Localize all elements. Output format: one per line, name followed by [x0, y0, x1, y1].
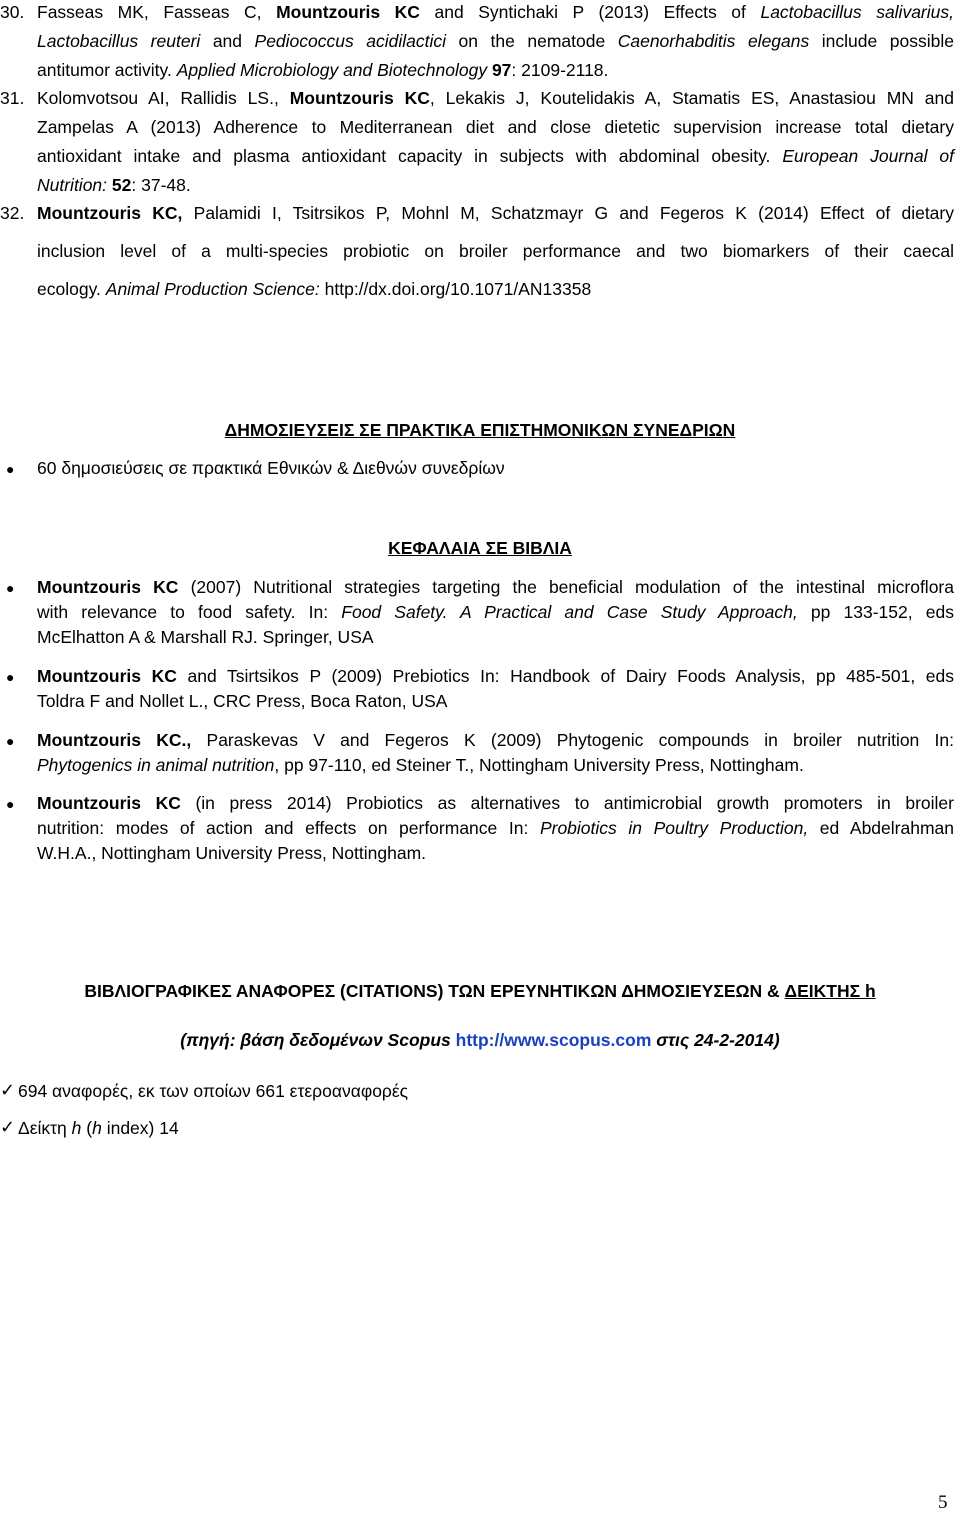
- ref-30-species: Pediococcus acidilactici: [254, 31, 447, 51]
- ref-31-text: antioxidant intake and plasma antioxidant capacity in subjects with abdominal obesity.: [37, 146, 771, 166]
- chapters-heading: [0, 540, 960, 558]
- chapter-3-book-title: Phytogenics in animal nutrition: [37, 755, 275, 775]
- bullet-icon: ●: [6, 796, 15, 812]
- checkmark-icon: ✓: [0, 1117, 16, 1137]
- citations-source-text: (πηγή: βάση δεδομένων Scopus: [180, 1030, 451, 1050]
- chapter-4-text: (in press 2014) Probiotics as alternatives to antimicrobial growth promoters in broiler: [195, 793, 954, 813]
- citations-source: [0, 1032, 960, 1050]
- bullet-icon: ●: [6, 461, 15, 477]
- proceedings-heading-text: ΔΗΜΟΣΙΕΥΣΕΙΣ ΣΕ ΠΡΑΚΤΙΚΑ ΕΠΙΣΤΗΜΟΝΙΚΩΝ ΣΥΝΕΔΡΙΩΝ: [224, 420, 736, 440]
- chapter-4-text: ed Abdelrahman: [819, 818, 954, 838]
- chapter-1-line-1: [37, 579, 954, 597]
- ref-31-number: 31.: [0, 88, 25, 108]
- ref-31-text: , Lekakis J, Koutelidakis A, Stamatis ES, Anastasiou MN and: [429, 88, 954, 108]
- ref-32-text: Palamidi I, Tsitrsikos P, Mohnl M, Schatzmayr G and Fegeros K (2014) Effect of dietary: [193, 203, 954, 223]
- ref-31-line-4: [37, 177, 191, 195]
- ref-31-line-2: Zampelas A (2013) Adherence to Mediterranean diet and close dietetic supervision increase total dietary: [37, 117, 954, 137]
- ref-30-text: include possible: [821, 31, 954, 51]
- ref-30-line-3: [37, 62, 608, 80]
- ref-32-line-1: [37, 205, 954, 223]
- ref-31-journal: European Journal of: [782, 146, 954, 166]
- chapter-1-text: with relevance to food safety. In:: [37, 602, 329, 622]
- checkmark-icon: ✓: [0, 1080, 16, 1100]
- ref-32-line-2: inclusion level of a multi-species probiotic on broiler performance and two biomarkers of their caecal: [37, 241, 954, 261]
- ref-30-text: and Syntichaki P (2013) Effects of: [434, 2, 746, 22]
- citations-heading-text: ΒΙΒΛΙΟΓΡΑΦΙΚΕΣ ΑΝΑΦΟΡΕΣ (CITATIONS) ΤΩΝ ΕΡΕΥΝΗΤΙΚΩΝ ΔΗΜΟΣΙΕΥΣΕΩΝ &: [84, 981, 780, 1001]
- scopus-link[interactable]: http://www.scopus.com: [455, 1030, 652, 1050]
- chapter-4-line-1: [37, 795, 954, 813]
- ref-30-highlight-author: Mountzouris KC: [276, 2, 420, 22]
- ref-31-highlight-author: Mountzouris KC: [289, 88, 430, 108]
- ref-31-authors: Kolomvotsou AI, Rallidis LS.,: [37, 88, 279, 108]
- ref-31-line-3: [37, 148, 954, 166]
- chapter-4-text: nutrition: modes of action and effects on performance In:: [37, 818, 529, 838]
- chapter-1-line-3: McElhatton A & Marshall RJ. Springer, USA: [37, 627, 374, 647]
- ref-32-highlight-author: Mountzouris KC,: [37, 203, 183, 223]
- ref-31-volume: 52: [111, 175, 132, 195]
- ref-30-text: antitumor activity.: [37, 60, 172, 80]
- ref-31-line-1: [37, 90, 954, 108]
- chapter-3-author: Mountzouris KC.,: [37, 730, 192, 750]
- chapter-2-author: Mountzouris KC: [37, 666, 177, 686]
- ref-31-pages: : 37-48.: [131, 175, 191, 195]
- ref-30-authors: Fasseas MK, Fasseas C,: [37, 2, 262, 22]
- h-index-label: Δείκτη: [18, 1118, 67, 1138]
- chapter-1-text: pp 133-152, eds: [810, 602, 954, 622]
- ref-30-pages: : 2109-2118.: [511, 60, 609, 80]
- chapter-4-line-3: W.H.A., Nottingham University Press, Nottingham.: [37, 843, 427, 863]
- chapter-2-line-1: [37, 668, 954, 686]
- bullet-icon: ●: [6, 733, 15, 749]
- ref-32-line-3: [37, 281, 591, 299]
- chapter-4-author: Mountzouris KC: [37, 793, 181, 813]
- chapter-2-line-2: Toldra F and Nollet L., CRC Press, Boca Raton, USA: [37, 691, 448, 711]
- ref-32-text: ecology.: [37, 279, 101, 299]
- bullet-icon: ●: [6, 669, 15, 685]
- ref-30-volume: 97: [491, 60, 512, 80]
- h-index-value: [18, 1120, 179, 1138]
- ref-30-species: Caenorhabditis elegans: [617, 31, 810, 51]
- citations-heading: [0, 983, 960, 1001]
- ref-32-journal: Animal Production Science:: [105, 279, 320, 299]
- chapter-1-line-2: [37, 604, 954, 622]
- ref-32-doi: http://dx.doi.org/10.1071/AN13358: [324, 279, 592, 299]
- ref-32-number: 32.: [0, 203, 25, 223]
- citations-count: 694 αναφορές, εκ των οποίων 661 ετεροαναφορές: [18, 1081, 409, 1101]
- chapter-4-book-title: Probiotics in Poultry Production,: [539, 818, 809, 838]
- ref-30-line-1: [37, 4, 954, 22]
- chapter-1-text: (2007) Nutritional strategies targeting the beneficial modulation of the intestinal microflora: [190, 577, 954, 597]
- chapters-heading-text: ΚΕΦΑΛΑΙΑ ΣΕ ΒΙΒΛΙΑ: [388, 538, 572, 558]
- ref-30-number: 30.: [0, 2, 25, 22]
- ref-30-text: and: [212, 31, 243, 51]
- ref-30-line-2: [37, 33, 954, 51]
- h-index-paren: (: [86, 1118, 93, 1138]
- chapter-3-text: , pp 97-110, ed Steiner T., Nottingham University Press, Nottingham.: [274, 755, 804, 775]
- ref-30-text: on the nematode: [458, 31, 606, 51]
- ref-30-journal: Applied Microbiology and Biotechnology: [176, 60, 488, 80]
- proceedings-item: 60 δημοσιεύσεις σε πρακτικά Εθνικών & Διεθνών συνεδρίων: [37, 458, 505, 478]
- chapter-3-line-2: [37, 757, 804, 775]
- chapter-4-line-2: [37, 820, 954, 838]
- citations-source-date: στις 24-2-2014): [656, 1030, 780, 1050]
- chapter-2-text: and Tsirtsikos P (2009) Prebiotics In: Handbook of Dairy Foods Analysis, pp 485-501, eds: [187, 666, 954, 686]
- h-index-symbol: h: [92, 1118, 102, 1138]
- h-index-symbol: h: [71, 1118, 82, 1138]
- page-number: 5: [938, 1492, 948, 1513]
- chapter-3-text: Paraskevas V and Fegeros K (2009) Phytogenic compounds in broiler nutrition In:: [206, 730, 954, 750]
- ref-30-species: Lactobacillus reuteri: [37, 31, 201, 51]
- ref-31-journal: Nutrition:: [37, 175, 108, 195]
- proceedings-heading: [0, 422, 960, 440]
- chapter-1-author: Mountzouris KC: [37, 577, 179, 597]
- bullet-icon: ●: [6, 580, 15, 596]
- ref-30-species: Lactobacillus salivarius,: [760, 2, 954, 22]
- citations-heading-h-index: ΔΕΙΚΤΗΣ h: [784, 981, 876, 1001]
- chapter-3-line-1: [37, 732, 954, 750]
- h-index-number: index) 14: [106, 1118, 179, 1138]
- chapter-1-book-title: Food Safety. A Practical and Case Study Approach,: [341, 602, 798, 622]
